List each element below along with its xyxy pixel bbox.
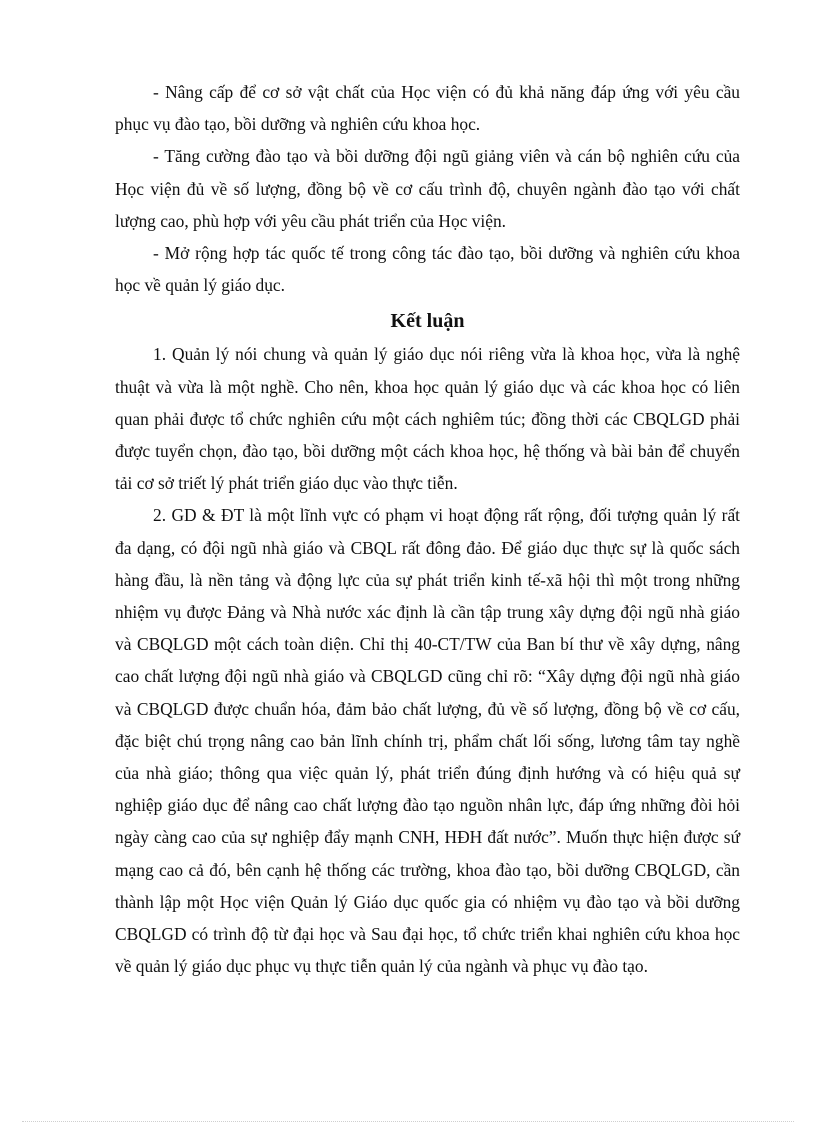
conclusion-paragraph-1: 1. Quản lý nói chung và quản lý giáo dục nói riêng vừa là khoa học, vừa là nghệ thuật và vừa là một nghề. Cho nên, khoa học quản lý giáo dục và các khoa học có liên quan phải được tổ chức nghiên cứu một cách nghiêm túc; đồng thời các CBQLGD phải được tuyển chọn, đào tạo, bồi dưỡng một cách khoa học, hệ thống và bài bản để chuyển tải cơ sở triết lý phát triển giáo dục vào thực tiễn. <box>115 344 740 494</box>
conclusion-heading: Kết luận <box>390 310 465 333</box>
page-bottom-divider <box>22 1121 794 1122</box>
document-page <box>115 76 740 982</box>
conclusion-paragraph-2: 2. GD & ĐT là một lĩnh vực có phạm vi hoạt động rất rộng, đối tượng quản lý rất đa dạng, có đội ngũ nhà giáo và CBQL rất đông đảo. Để giáo dục thực sự là quốc sách hàng đầu, là nền tảng và động lực của sự phát triển kinh tế-xã hội thì một trong những nhiệm vụ được Đảng và Nhà nước xác định là cần tập trung xây dựng đội ngũ nhà giáo và CBQLGD một cách toàn diện. Chỉ thị 40-CT/TW của Ban bí thư về xây dựng, nâng cao chất lượng đội ngũ nhà giáo và CBQLGD cũng chỉ rõ: “Xây dựng đội ngũ nhà giáo và CBQLGD được chuẩn hóa, đảm bảo chất lượng, đủ về số lượng, đồng bộ về cơ cấu, đặc biệt chú trọng nâng cao bản lĩnh chính trị, phẩm chất lối sống, lương tâm tay nghề của nhà giáo; thông qua việc quản lý, phát triển đúng định hướng và có hiệu quả sự nghiệp giáo dục để nâng cao chất lượng đào tạo nguồn nhân lực, đáp ứng những đòi hỏi ngày càng cao của sự nghiệp đẩy mạnh CNH, HĐH đất nước”. Muốn thực hiện được sứ mạng cao cả đó, bên cạnh hệ thống các trường, khoa đào tạo, bồi dưỡng CBQLGD, cần thành lập một Học viện Quản lý Giáo dục quốc gia có nhiệm vụ đào tạo và bồi dưỡng CBQLGD có trình độ từ đại học và Sau đại học, tổ chức triển khai nghiên cứu khoa học về quản lý giáo dục phục vụ thực tiễn quản lý của ngành và phục vụ đào tạo. <box>115 505 740 977</box>
intro-item-facilities: - Nâng cấp để cơ sở vật chất của Học viện có đủ khả năng đáp ứng với yêu cầu phục vụ đào tạo, bồi dưỡng và nghiên cứu khoa học. <box>115 82 740 135</box>
intro-item-staff-training: - Tăng cường đào tạo và bồi dưỡng đội ngũ giảng viên và cán bộ nghiên cứu của Học viện đủ về số lượng, đồng bộ về cơ cấu trình độ, chuyên ngành đào tạo với chất lượng cao, phù hợp với yêu cầu phát triển của Học viện. <box>115 146 740 231</box>
intro-item-international-cooperation: - Mở rộng hợp tác quốc tế trong công tác đào tạo, bồi dưỡng và nghiên cứu khoa học về quản lý giáo dục. <box>115 243 740 296</box>
